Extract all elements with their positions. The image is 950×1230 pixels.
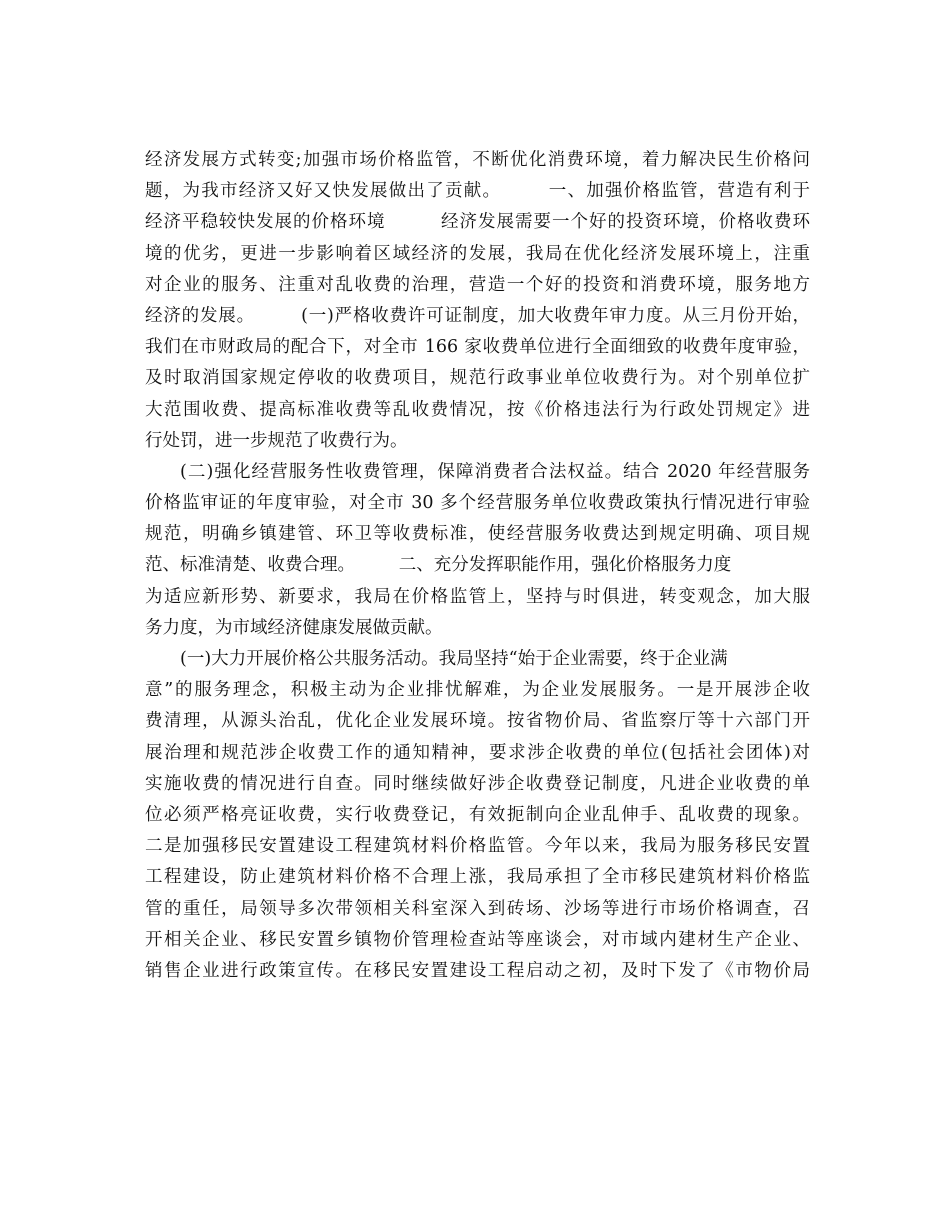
text-line: 境的优劣，更进一步影响着区域经济的发展，我局在优化经济发展环境上，注重: [145, 243, 810, 264]
text-line: 工程建设，防止建筑材料价格不合理上涨，我局承担了全市移民建筑材料价格监: [145, 867, 810, 888]
text-line: 经济的发展。 (一)严格收费许可证制度，加大收费年审力度。从三月份开始，: [145, 305, 810, 326]
text-line: 行处罚，进一步规范了收费行为。: [145, 430, 408, 451]
text-line: 题，为我市经济又好又快发展做出了贡献。 一、加强价格监管，营造有利于: [145, 181, 810, 202]
text-line: 销售企业进行政策宣传。在移民安置建设工程启动之初，及时下发了《市物价局: [145, 960, 810, 981]
text-line: 及时取消国家规定停收的收费项目，规范行政事业单位收费行为。对个别单位扩: [145, 368, 810, 389]
text-line: 范、标准清楚、收费合理。 二、充分发挥职能作用，强化价格服务力度: [145, 555, 732, 576]
body-text: [145, 145, 810, 987]
text-line: 展治理和规范涉企收费工作的通知精神，要求涉企收费的单位(包括社会团体)对: [145, 742, 810, 763]
text-line: 大范围收费、提高标准收费等乱收费情况，按《价格违法行为行政处罚规定》进: [145, 399, 810, 420]
text-line: 经济发展方式转变;加强市场价格监管，不断优化消费环境，着力解决民生价格问: [145, 150, 810, 170]
text-line: 价格监审证的年度审验，对全市 30 多个经营服务单位收费政策执行情况进行审验: [145, 493, 810, 514]
text-line: 开相关企业、移民安置乡镇物价管理检查站等座谈会，对市域内建材生产企业、: [145, 929, 810, 950]
text-line: 费清理，从源头治乱，优化企业发展环境。按省物价局、省监察厅等十六部门开: [145, 711, 810, 732]
text-line: (二)强化经营服务性收费管理，保障消费者合法权益。结合 2020 年经营服务: [180, 461, 810, 482]
text-line: 为适应新形势、新要求，我局在价格监管上，坚持与时俱进，转变观念，加大服: [145, 586, 810, 607]
text-line: 务力度，为市域经济健康发展做贡献。: [145, 617, 443, 638]
text-line: 位必须严格亮证收费，实行收费登记，有效扼制向企业乱伸手、乱收费的现象。: [145, 804, 810, 825]
text-line: 实施收费的情况进行自查。同时继续做好涉企收费登记制度，凡进企业收费的单: [145, 773, 810, 794]
text-line: 意”的服务理念，积极主动为企业排忧解难，为企业发展服务。一是开展涉企收: [145, 680, 810, 701]
text-line: 管的重任，局领导多次带领相关科室深入到砖场、沙场等进行市场价格调查，召: [145, 898, 810, 919]
text-line: 我们在市财政局的配合下，对全市 166 家收费单位进行全面细致的收费年度审验，: [145, 337, 810, 358]
text-line: (一)大力开展价格公共服务活动。我局坚持“始于企业需要，终于企业满: [180, 649, 728, 669]
text-line: 规范，明确乡镇建管、环卫等收费标准，使经营服务收费达到规定明确、项目规: [145, 524, 810, 545]
text-line: 对企业的服务、注重对乱收费的治理，营造一个好的投资和消费环境，服务地方: [145, 274, 810, 295]
text-line: 经济平稳较快发展的价格环境 经济发展需要一个好的投资环境，价格收费环: [145, 212, 810, 233]
text-line: 二是加强移民安置建设工程建筑材料价格监管。今年以来，我局为服务移民安置: [145, 836, 810, 857]
